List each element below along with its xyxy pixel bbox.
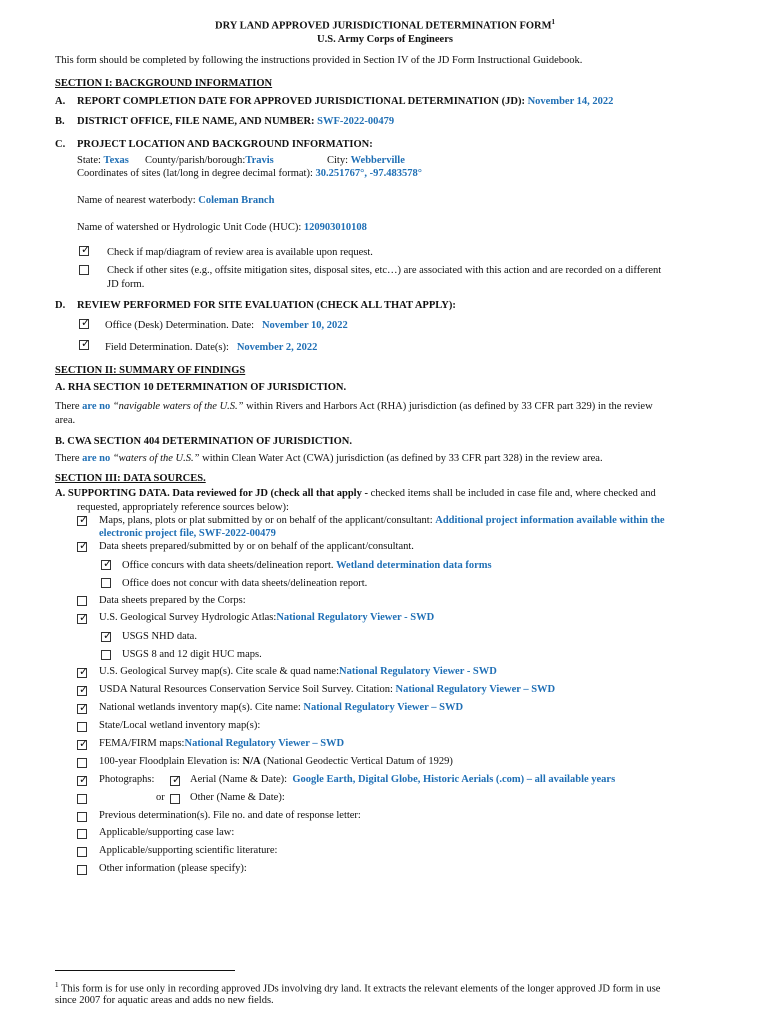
field-determination-date: November 2, 2022	[236, 342, 318, 353]
item-d-letter: D.	[55, 300, 66, 311]
agency-name: U.S. Army Corps of Engineers	[317, 34, 453, 45]
usgs-maps-row: U.S. Geological Survey map(s). Cite scale & quad name:National Regulatory Viewer - SWD	[99, 666, 497, 677]
other-sites-checkbox[interactable]	[79, 265, 89, 275]
maps-plans-checkbox[interactable]	[77, 516, 87, 526]
usda-soil-row: USDA Natural Resources Conservation Service Soil Survey. Citation: National Regulatory Viewer – SWD	[99, 684, 556, 695]
other-photo-checkbox[interactable]	[170, 794, 180, 804]
file-number-row: DISTRICT OFFICE, FILE NAME, AND NUMBER: SWF-2022-00479	[77, 116, 395, 127]
fema-checkbox[interactable]	[77, 740, 87, 750]
file-number-value: SWF-2022-00479	[317, 116, 395, 127]
footnote: $^1$ This form is for use only in recording approved JDs involving dry land. It extracts the relevant elements of the longer approved JD form in use	[55, 981, 661, 995]
office-concurs-checkbox[interactable]	[101, 560, 111, 570]
photographs-checkbox[interactable]	[77, 776, 87, 786]
previous-determination-label: Previous determination(s). File no. and date of response letter:	[99, 810, 361, 821]
nwi-row: National wetlands inventory map(s). Cite name: National Regulatory Viewer – SWD	[99, 702, 464, 713]
case-law-label: Applicable/supporting case law:	[99, 827, 235, 838]
scientific-literature-label: Applicable/supporting scientific literature:	[99, 845, 278, 856]
report-date-value: November 14, 2022	[527, 96, 614, 107]
supporting-data-heading-cont: requested, appropriately reference sources below):	[77, 502, 289, 513]
cwa-heading: B. CWA SECTION 404 DETERMINATION OF JURISDICTION.	[55, 436, 352, 447]
waterbody-value: Coleman Branch	[198, 195, 275, 206]
office-determination-date: November 10, 2022	[261, 320, 348, 331]
corps-datasheets-checkbox[interactable]	[77, 596, 87, 606]
usgs-huc-checkbox[interactable]	[101, 650, 111, 660]
state-wetland-label: State/Local wetland inventory map(s):	[99, 720, 261, 731]
huc-row: Name of watershed or Hydrologic Unit Code (HUC): 120903010108	[77, 222, 367, 233]
section-3-heading: SECTION III: DATA SOURCES.	[55, 473, 206, 484]
nwi-checkbox[interactable]	[77, 704, 87, 714]
usgs-nhd-label: USGS NHD data.	[122, 631, 197, 642]
other-information-label: Other information (please specify):	[99, 863, 247, 874]
rha-finding-cont: area.	[55, 415, 76, 426]
usgs-maps-checkbox[interactable]	[77, 668, 87, 678]
usgs-huc-label: USGS 8 and 12 digit HUC maps.	[122, 649, 262, 660]
other-sites-label-cont: JD form.	[107, 279, 145, 290]
rha-finding: There are no “navigable waters of the U.S.” within Rivers and Harbors Act (RHA) jurisdiction (as defined by 33 CFR part 329) in the review	[55, 401, 653, 412]
fema-row: FEMA/FIRM maps:National Regulatory Viewer – SWD	[99, 738, 345, 749]
other-information-checkbox[interactable]	[77, 865, 87, 875]
office-not-concur-checkbox[interactable]	[101, 578, 111, 588]
cwa-finding: There are no “waters of the U.S.” within Clean Water Act (CWA) jurisdiction (as defined by 33 CFR part 328) in the review area.	[55, 453, 603, 464]
form-title: DRY LAND APPROVED JURISDICTIONAL DETERMINATION FORM$^1$	[214, 18, 556, 32]
photo-or-spacer-checkbox[interactable]	[77, 794, 87, 804]
section-2-heading: SECTION II: SUMMARY OF FINDINGS	[55, 365, 246, 376]
maps-plans-row: Maps, plans, plots or plat submitted by or on behalf of the applicant/consultant: Additional project information available within the	[99, 515, 665, 526]
office-determination-row: Office (Desk) Determination. Date: November 10, 2022	[105, 320, 348, 331]
project-location-heading: PROJECT LOCATION AND BACKGROUND INFORMATION:	[77, 139, 373, 150]
usgs-nhd-checkbox[interactable]	[101, 632, 111, 642]
other-sites-label: Check if other sites (e.g., offsite mitigation sites, disposal sites, etc…) are associated with this action and are recorded on a different	[107, 265, 662, 276]
state-wetland-checkbox[interactable]	[77, 722, 87, 732]
applicant-datasheets-checkbox[interactable]	[77, 542, 87, 552]
form-intro: This form should be completed by following the instructions provided in Section IV of the JD Form Instructional Guidebook.	[55, 55, 583, 66]
city-row: City: Webberville	[327, 155, 405, 166]
scientific-literature-checkbox[interactable]	[77, 847, 87, 857]
review-performed-heading: REVIEW PERFORMED FOR SITE EVALUATION (CHECK ALL THAT APPLY):	[77, 300, 456, 311]
footnote-cont: since 2007 for aquatic areas and adds no new fields.	[55, 995, 274, 1006]
applicant-datasheets-label: Data sheets prepared/submitted by or on behalf of the applicant/consultant.	[99, 541, 414, 552]
aerial-photo-row: Aerial (Name & Date): Google Earth, Digital Globe, Historic Aerials (.com) – all available years	[190, 774, 616, 785]
photographs-label: Photographs:	[99, 774, 155, 785]
field-determination-row: Field Determination. Date(s): November 2, 2022	[105, 342, 318, 353]
rha-are-no: are no	[82, 401, 111, 412]
section-1-heading: SECTION I: BACKGROUND INFORMATION	[55, 78, 273, 89]
maps-plans-value-cont: electronic project file, SWF-2022-00479	[99, 528, 276, 539]
office-concurs-row: Office concurs with data sheets/delineation report. Wetland determination data forms	[122, 560, 492, 571]
state-value: Texas	[103, 155, 129, 166]
field-determination-checkbox[interactable]	[79, 340, 89, 350]
county-row: County/parish/borough:Travis	[145, 155, 274, 166]
map-available-checkbox[interactable]	[79, 246, 89, 256]
usgs-atlas-checkbox[interactable]	[77, 614, 87, 624]
cwa-are-no: are no	[82, 453, 111, 464]
office-not-concur-label: Office does not concur with data sheets/delineation report.	[122, 578, 368, 589]
huc-value: 120903010108	[303, 222, 367, 233]
coordinates-value: 30.251767°, -97.483578°	[315, 168, 422, 179]
state-row: State: Texas	[77, 155, 129, 166]
floodplain-row: 100-year Floodplain Elevation is: N/A (National Geodectic Vertical Datum of 1929)	[99, 756, 453, 767]
usgs-atlas-row: U.S. Geological Survey Hydrologic Atlas:National Regulatory Viewer - SWD	[99, 612, 435, 623]
item-a-letter: A.	[55, 96, 66, 107]
city-value: Webberville	[350, 155, 405, 166]
coordinates-row: Coordinates of sites (lat/long in degree decimal format): 30.251767°, -97.483578°	[77, 168, 422, 179]
item-c-letter: C.	[55, 139, 66, 150]
case-law-checkbox[interactable]	[77, 829, 87, 839]
item-b-letter: B.	[55, 116, 65, 127]
office-determination-checkbox[interactable]	[79, 319, 89, 329]
supporting-data-heading: A. SUPPORTING DATA. Data reviewed for JD (check all that apply - checked items shall be included in case file and, where checked and	[55, 488, 656, 499]
rha-heading: A. RHA SECTION 10 DETERMINATION OF JURISDICTION.	[55, 382, 347, 393]
waterbody-row: Name of nearest waterbody: Coleman Branch	[77, 195, 275, 206]
usda-soil-checkbox[interactable]	[77, 686, 87, 696]
county-value: Travis	[245, 155, 274, 166]
report-date-row: REPORT COMPLETION DATE FOR APPROVED JURISDICTIONAL DETERMINATION (JD): November 14, 2022	[77, 96, 614, 107]
aerial-photo-checkbox[interactable]	[170, 776, 180, 786]
previous-determination-checkbox[interactable]	[77, 812, 87, 822]
corps-datasheets-label: Data sheets prepared by the Corps:	[99, 595, 246, 606]
other-photo-label: Other (Name & Date):	[190, 792, 285, 803]
map-available-label: Check if map/diagram of review area is available upon request.	[107, 247, 373, 258]
floodplain-checkbox[interactable]	[77, 758, 87, 768]
footnote-divider	[55, 970, 235, 971]
or-label: or	[156, 792, 165, 803]
